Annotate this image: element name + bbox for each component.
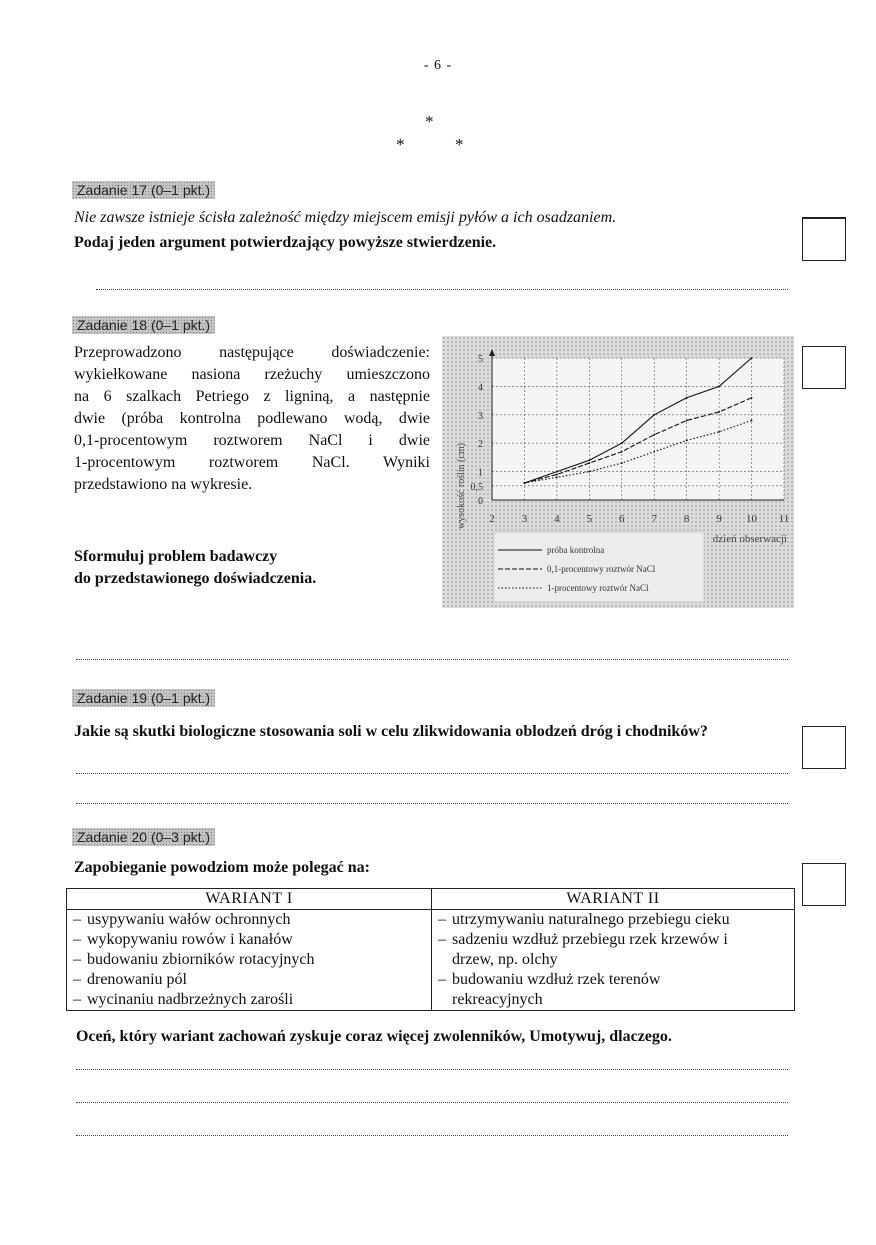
list-item: – utrzymywaniu naturalnego przebiegu cieku (438, 910, 768, 930)
data-point (653, 434, 655, 436)
x-tick-label: 9 (716, 513, 722, 525)
data-point (621, 442, 623, 444)
data-point (588, 471, 590, 473)
description-line: dwie (próba kontrolna podlewano wodą, dwie (74, 410, 430, 427)
data-point (718, 431, 720, 433)
y-tick-label: 4 (478, 382, 483, 394)
data-point (751, 420, 753, 422)
y-tick-label: 3 (478, 410, 483, 422)
page-number: - 6 - (423, 58, 453, 73)
data-point (686, 397, 688, 399)
list-item: – drenowaniu pól (73, 970, 425, 990)
data-point (621, 451, 623, 453)
data-point (556, 474, 558, 476)
variant-2-list (438, 910, 768, 1010)
task-17-instruction: Podaj jeden argument potwierdzający powyższe stwierdzenie. (74, 234, 497, 251)
answer-line[interactable] (76, 773, 788, 774)
variant-1-list (73, 910, 425, 1010)
x-tick-label: 4 (554, 513, 560, 525)
description-line: 1-procentowym roztworem NaCl. Wyniki (74, 454, 430, 471)
list-item: – wykopywaniu rowów i kanałów (73, 930, 425, 950)
legend-label-2: 0,1-procentowy roztwór NaCl (547, 564, 656, 574)
answer-line[interactable] (76, 1069, 788, 1070)
x-tick-label: 5 (586, 513, 593, 525)
score-box-task-18[interactable] (802, 346, 846, 389)
y-tick-label: 2 (478, 439, 483, 451)
growth-chart-svg (442, 336, 794, 608)
variant-2-cell (432, 910, 795, 1011)
description-line: 0,1-procentowym roztworem NaCl i dwie (74, 432, 430, 449)
y-tick-label: 0 (478, 496, 483, 507)
data-point (718, 411, 720, 413)
answer-line[interactable] (76, 659, 788, 660)
legend-label-1: próba kontrolna (547, 545, 605, 555)
score-box-task-19[interactable] (802, 726, 846, 769)
data-point (686, 439, 688, 441)
task-20-label: Zadanie 20 (0–3 pkt.) (72, 828, 215, 846)
description-line: na 6 szalkach Petriego z ligniną, a następnie (74, 388, 430, 405)
table-row (67, 910, 795, 1011)
score-box-task-20[interactable] (802, 863, 846, 906)
table-header: WARIANT I (67, 889, 432, 910)
x-tick-label: 6 (619, 513, 625, 525)
data-point (653, 414, 655, 416)
data-point (751, 397, 753, 399)
list-item: – usypywaniu wałów ochronnych (73, 910, 425, 930)
data-point (588, 459, 590, 461)
answer-line[interactable] (76, 1135, 788, 1136)
data-point (588, 462, 590, 464)
score-box-task-17[interactable] (802, 218, 846, 261)
y-axis-arrow (489, 349, 495, 356)
list-item: – budowaniu zbiorników rotacyjnych (73, 950, 425, 970)
data-point (718, 386, 720, 388)
y-tick-label: 5 (478, 354, 483, 365)
answer-line[interactable] (76, 1102, 788, 1103)
answer-line[interactable] (96, 289, 788, 290)
list-item: – sadzeniu wzdłuż przebiegu rzek krzewów i drzew, np. olchy (438, 930, 752, 970)
data-point (621, 462, 623, 464)
data-point (653, 451, 655, 453)
x-tick-label: 3 (521, 513, 528, 525)
task-19-question: Jakie są skutki biologiczne stosowania soli w celu zlikwidowania oblodzeń dróg i chodników? (74, 723, 708, 740)
task-18-instruction (74, 546, 316, 590)
description-line: przedstawiono na wykresie. (74, 476, 253, 493)
y-tick-label: 0,5 (470, 481, 483, 493)
variant-1-cell (67, 910, 432, 1011)
variants-table-wrap (66, 888, 795, 1011)
list-item: – wycinaniu nadbrzeżnych zarośli (73, 990, 425, 1010)
x-axis-label: dzień obserwacji (712, 533, 787, 545)
data-point (751, 357, 753, 359)
list-item: – budowaniu wzdłuż rzek terenów rekreacyjnych (438, 970, 712, 1010)
legend-label-3: 1-procentowy roztwór NaCl (547, 583, 649, 593)
task-20-intro: Zapobieganie powodziom może polegać na: (74, 859, 370, 876)
description-line: wykiełkowane nasiona rzeżuchy umieszczono (74, 366, 430, 383)
instruction-line: Sformułuj problem badawczy (74, 548, 278, 565)
chart-legend (494, 532, 704, 602)
y-axis-label: wysokość roślin (cm) (456, 442, 467, 530)
task-17-label: Zadanie 17 (0–1 pkt.) (72, 181, 215, 199)
x-tick-label: 8 (683, 513, 690, 525)
data-point (686, 420, 688, 422)
x-tick-label: 7 (651, 513, 657, 525)
task-17-statement: Nie zawsze istnieje ścisła zależność między miejscem emisji pyłów a ich osadzaniem. (74, 209, 617, 226)
table-header: WARIANT II (432, 889, 795, 910)
x-tick-label: 2 (489, 513, 495, 525)
task-18-label: Zadanie 18 (0–1 pkt.) (72, 316, 215, 334)
task-19-label: Zadanie 19 (0–1 pkt.) (72, 689, 215, 707)
x-tick-label: 11 (778, 513, 790, 525)
table-header-row (67, 889, 795, 910)
instruction-line: do przedstawionego doświadczenia. (74, 570, 317, 587)
task-20-instruction: Oceń, który wariant zachowań zyskuje coraz więcej zwolenników, Umotywuj, dlaczego. (76, 1028, 672, 1045)
separator-star: * (396, 135, 405, 154)
separator-star: * (455, 135, 464, 154)
description-line: Przeprowadzono następujące doświadczenie: (74, 344, 430, 361)
data-point (556, 476, 558, 478)
separator-star: * (425, 112, 434, 131)
task-18-description (74, 342, 430, 496)
answer-line[interactable] (76, 803, 788, 804)
y-tick-label: 1 (478, 467, 483, 479)
growth-chart (442, 336, 794, 608)
data-point (556, 471, 558, 473)
x-tick-label: 10 (746, 513, 758, 525)
data-point (524, 482, 526, 484)
variants-table (66, 888, 795, 1011)
